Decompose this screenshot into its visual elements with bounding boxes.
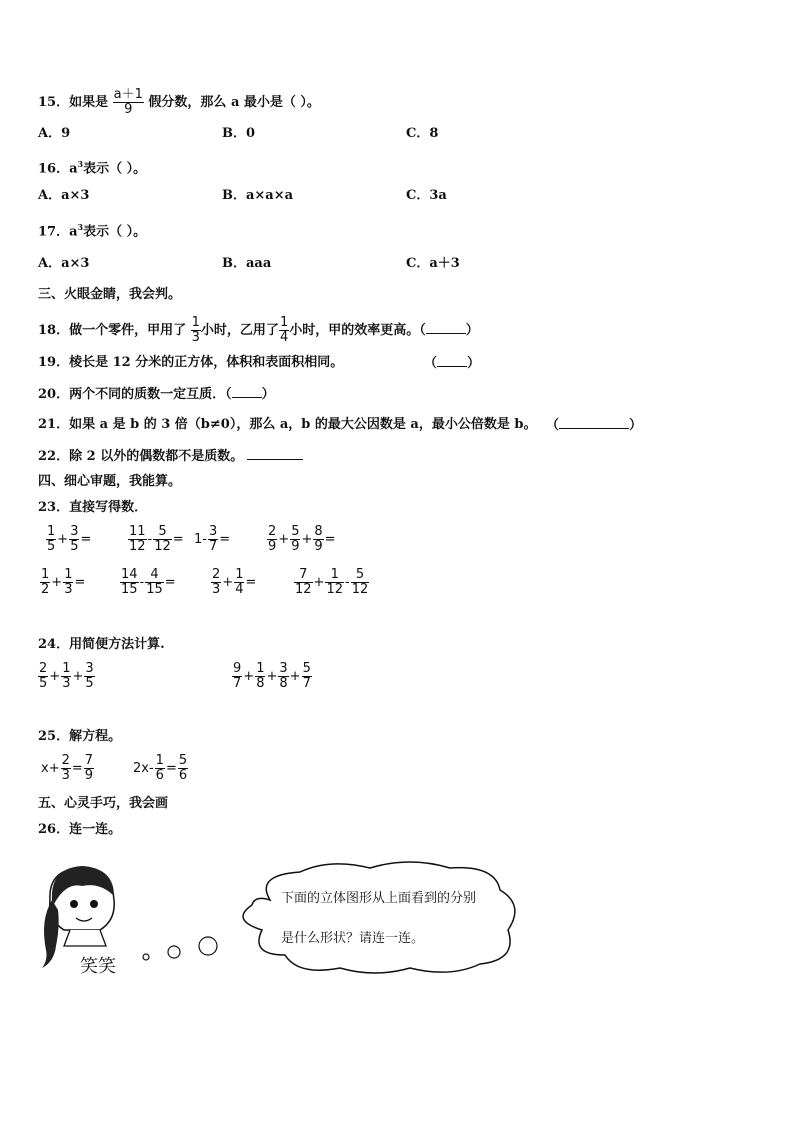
fraction: [69, 525, 79, 554]
numerator: 9: [233, 661, 242, 676]
denominator: 8: [279, 676, 288, 691]
fraction: [232, 662, 242, 691]
option-b: B．aaa: [222, 256, 272, 271]
thought-dot: [168, 946, 180, 958]
denominator: 4: [235, 582, 244, 597]
fraction: [351, 568, 370, 597]
numerator: 3: [279, 661, 288, 676]
numerator: 3: [85, 661, 94, 676]
denominator: 6: [178, 768, 188, 783]
expression: [128, 525, 185, 554]
operator: 1-: [194, 532, 207, 547]
operator: x+: [41, 761, 60, 776]
fraction: [61, 662, 71, 691]
denominator: 12: [351, 582, 369, 597]
numerator: 2: [61, 753, 70, 768]
option-c: C．8: [406, 126, 439, 141]
denominator: 6: [155, 768, 164, 783]
operator: +: [301, 532, 313, 547]
question-20: 20．两个不同的质数一定互质．（ ）: [38, 387, 275, 402]
numerator: 1: [155, 753, 164, 768]
denominator: 12: [326, 582, 343, 597]
fraction: [63, 568, 73, 597]
denominator: 15: [121, 582, 138, 597]
numerator: 7: [294, 568, 313, 583]
operator: +: [51, 575, 63, 590]
operator: =: [71, 761, 83, 776]
option-c: C．a＋3: [406, 256, 460, 271]
fraction: [40, 568, 50, 597]
equation: [132, 754, 188, 783]
numerator: 5: [291, 524, 300, 539]
fraction: $\frac{a+1}{9}$: [113, 87, 143, 117]
fraction: [208, 525, 218, 554]
numerator: 3: [208, 524, 218, 539]
question-24: 24．用简便方法计算.: [38, 637, 165, 652]
fraction: [211, 568, 221, 597]
fraction: [84, 662, 94, 691]
bubble-text-line1: 下面的立体图形从上面看到的分别: [281, 891, 477, 906]
section-3-title: 三、火眼金睛，我会判。: [38, 287, 182, 302]
denominator: 3: [64, 582, 73, 597]
denominator: 12: [295, 582, 312, 597]
question-15: 15．如果是 $\frac{a+1}{9}$ 假分数，那么 a 最小是（ ）。: [38, 87, 320, 117]
bubble-text-line2: 是什么形状？请连一连。: [281, 931, 425, 946]
question-22: 22．除 2 以外的偶数都不是质数。: [38, 447, 303, 466]
numerator: 8: [314, 524, 323, 539]
numerator: 2: [212, 567, 221, 582]
denominator: 7: [302, 676, 311, 691]
denominator: 9: [291, 539, 300, 554]
numerator: 4: [145, 568, 164, 583]
numerator: 7: [84, 753, 94, 768]
fraction: [38, 662, 48, 691]
operator: +: [49, 669, 61, 684]
denominator: 3: [212, 582, 221, 597]
numerator: 1: [235, 567, 244, 582]
denominator: 9: [84, 768, 94, 783]
answer-blank[interactable]: [559, 416, 629, 429]
fraction: [128, 525, 147, 554]
denominator: 5: [47, 539, 56, 554]
numerator: 1: [62, 661, 71, 676]
denominator: 5: [70, 539, 79, 554]
fraction: [120, 568, 139, 597]
fraction: [84, 754, 94, 783]
fraction: $\frac{1}{3}$: [191, 315, 200, 345]
fraction: [234, 568, 244, 597]
fraction: [302, 662, 312, 691]
option-b: B．0: [222, 126, 256, 141]
numerator: 2: [268, 524, 277, 539]
denominator: 12: [154, 539, 171, 554]
operator: =: [324, 532, 336, 547]
numerator: 1: [41, 567, 50, 582]
operator: 2x-: [133, 761, 154, 776]
fraction: [155, 754, 165, 783]
numerator: 1: [325, 568, 344, 583]
numerator: 3: [70, 524, 79, 539]
operator: +: [313, 575, 325, 590]
thought-cloud: [243, 862, 515, 973]
fraction: [313, 525, 323, 554]
girl-icon: [42, 866, 114, 968]
denominator: 15: [146, 582, 163, 597]
fraction: [294, 568, 313, 597]
answer-paren: （ ）: [546, 418, 643, 433]
thought-dot: [199, 937, 217, 955]
operator: =: [80, 532, 92, 547]
operator: +: [57, 532, 69, 547]
question-18: 18．做一个零件，甲用了 $\frac{1}{3}$ 小时，乙用了 $\frac{1}{4}$ 小时，甲的效率更高。（ ）: [38, 315, 479, 345]
numerator: 5: [302, 661, 311, 676]
answer-blank[interactable]: [232, 385, 262, 398]
question-19: 19．棱长是 12 分米的正方体，体积和表面积相同。: [38, 355, 344, 370]
numerator: 5: [178, 753, 188, 768]
operator: +: [278, 532, 290, 547]
numerator: 5: [153, 525, 172, 540]
fraction: [255, 662, 265, 691]
fraction: [178, 754, 188, 783]
denominator: 7: [233, 676, 242, 691]
operator: -: [139, 575, 145, 590]
operator: -: [147, 532, 153, 547]
operator: =: [164, 575, 176, 590]
question-21: 21．如果 a 是 b 的 3 倍（b≠0），那么 a，b 的最大公因数是 a，最小公倍数是 b。: [38, 417, 537, 432]
numerator: 1: [64, 567, 73, 582]
operator: =: [245, 575, 257, 590]
answer-blank[interactable]: [437, 354, 467, 367]
fraction: [145, 568, 164, 597]
operator: -: [345, 575, 350, 590]
operator: =: [74, 575, 86, 590]
denominator: 8: [256, 676, 265, 691]
numerator: 5: [351, 568, 370, 583]
expression: [211, 568, 257, 597]
fraction: [325, 568, 344, 597]
equation: [40, 754, 94, 783]
operator: =: [219, 532, 231, 547]
expression: [40, 568, 86, 597]
denominator: 2: [41, 582, 50, 597]
numerator: 1: [256, 661, 265, 676]
answer-blank[interactable]: [247, 447, 303, 460]
expression: [46, 525, 92, 554]
denominator: 7: [208, 539, 218, 554]
expression: [193, 525, 231, 554]
expression: [232, 662, 312, 691]
operator: +: [243, 669, 255, 684]
denominator: 3: [61, 768, 70, 783]
question-23: 23．直接写得数．: [38, 500, 148, 515]
fraction: $\frac{1}{4}$: [279, 315, 289, 345]
expression: [120, 568, 177, 597]
denominator: 9: [268, 539, 277, 554]
answer-blank[interactable]: [426, 321, 466, 334]
numerator: 14: [121, 567, 138, 582]
question-16: 16．$a^3$表示（ ）。: [38, 159, 147, 177]
operator: +: [289, 669, 301, 684]
option-c: C．3a: [406, 188, 447, 203]
fraction: [153, 525, 172, 554]
operator: +: [72, 669, 84, 684]
operator: =: [165, 761, 177, 776]
fraction: [267, 525, 277, 554]
section-5-title: 五、心灵手巧，我会画: [38, 796, 169, 811]
denominator: 9: [314, 539, 323, 554]
fraction: [46, 525, 56, 554]
girl-name: 笑笑: [80, 956, 116, 977]
fraction: [61, 754, 71, 783]
numerator: 11: [129, 524, 146, 539]
answer-paren: （ ）: [424, 356, 481, 371]
numerator: 2: [39, 661, 48, 676]
denominator: 5: [85, 676, 94, 691]
thought-dot: [143, 954, 149, 960]
operator: +: [222, 575, 234, 590]
question-17: 17．$a^3$表示（ ）。: [38, 222, 147, 240]
option-a: A．9: [38, 126, 71, 141]
operator: =: [172, 532, 184, 547]
expression: [267, 525, 337, 554]
denominator: 5: [39, 676, 48, 691]
numerator: 1: [47, 524, 56, 539]
expression: [294, 568, 369, 597]
fraction: [278, 662, 288, 691]
denominator: 12: [129, 539, 146, 554]
option-b: B．a×a×a: [222, 188, 294, 203]
expression: [38, 662, 95, 691]
fraction: [290, 525, 300, 554]
option-a: A．a×3: [38, 188, 90, 203]
operator: +: [266, 669, 278, 684]
question-25: 25．解方程。: [38, 729, 122, 744]
option-a: A．a×3: [38, 256, 90, 271]
question-26: 26．连一连。: [38, 822, 122, 837]
denominator: 3: [62, 676, 71, 691]
section-4-title: 四、细心审题，我能算。: [38, 474, 182, 489]
